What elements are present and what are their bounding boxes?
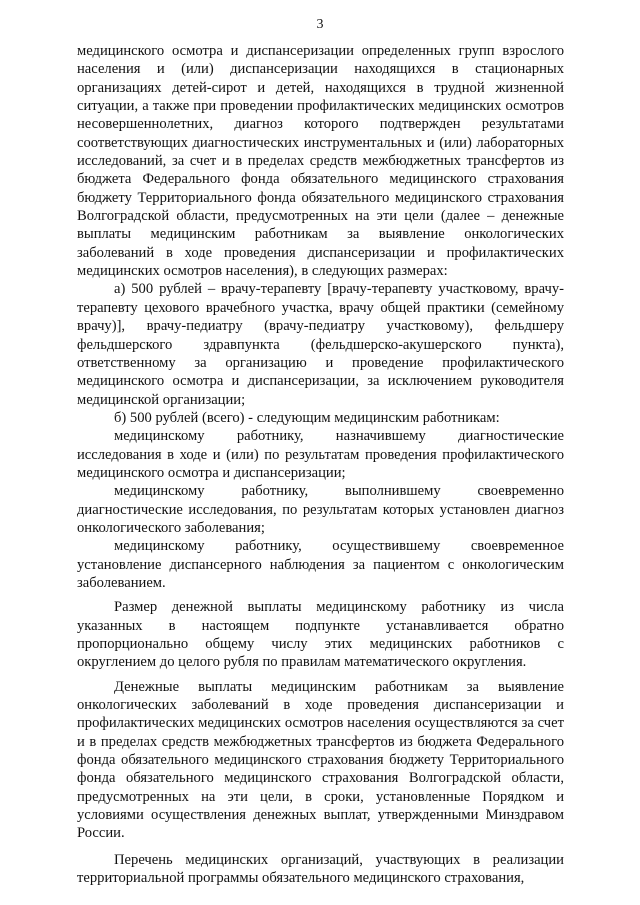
paragraph-payment-funding: Денежные выплаты медицинским работникам за выявление онкологических заболеваний в ходе проведения диспансеризации и профилактических медицинских осмотров населения осуществляются за счет и в пределах средств межбюджетных трансфертов из бюджета Федерального фонда обязательного медицинского страхования бюджету Территориального фонда обязательного медицинского страхования Волгоградской области, предусмотренных на эти цели, в сроки, установленные Порядком и условиями осуществления денежных выплат, утвержденными Минздравом России. [77, 678, 564, 842]
paragraph-organizations-list: Перечень медицинских организаций, участвующих в реализации территориальной программы обязательного медицинского страхования, [77, 851, 564, 887]
paragraph-item-b-3: медицинскому работнику, осуществившему своевременное установление диспансерного наблюдения за пациентом с онкологическим заболеванием. [77, 538, 564, 591]
page-number: 3 [316, 17, 324, 32]
paragraph-item-b: б) 500 рублей (всего) - следующим медицинским работникам: [114, 409, 500, 426]
paragraph-item-a: а) 500 рублей – врачу-терапевту [врачу-терапевту участковому, врачу-терапевту цехового врачебного участка, врачу общей практики (семейному врачу)], врачу-педиатру (врачу-педиатру участковому), фельдшеру фельдшерского здравпункта (фельдшерско-акушерского пункта), ответственному за организацию и проведение профилактического медицинского осмотра и диспансеризации, за исключением руководителя медицинской организации; [77, 281, 564, 408]
document-body [77, 42, 564, 887]
paragraph-continuation: медицинского осмотра и диспансеризации определенных групп взрослого населения и (или) диспансеризации находящихся в стационарных организациях детей-сирот и детей, находящихся в трудной жизненной ситуации, а также при проведении профилактических медицинских осмотров несовершеннолетних, диагноз которого подтвержден результатами соответствующих диагностических инструментальных и (или) лабораторных исследований, за счет и в пределах средств межбюджетных трансфертов из бюджета Федерального фонда обязательного медицинского страхования бюджету Территориального фонда обязательного медицинского страхования Волгоградской области, предусмотренных на эти цели (далее – денежные выплаты медицинским работникам за выявление онкологических заболеваний в ходе проведения диспансеризации и профилактических медицинских осмотров населения), в следующих размерах: [77, 43, 564, 280]
paragraph-item-b-2: медицинскому работнику, выполнившему своевременно диагностические исследования, по результатам которых установлен диагноз онкологического заболевания; [77, 483, 564, 536]
paragraph-item-b-1: медицинскому работнику, назначившему диагностические исследования в ходе и (или) по результатам проведения профилактического медицинского осмотра и диспансеризации; [77, 428, 564, 481]
paragraph-payment-size: Размер денежной выплаты медицинскому работнику из числа указанных в настоящем подпункте устанавливается обратно пропорционально общему числу этих медицинских работников с округлением до целого рубля по правилам математического округления. [77, 599, 564, 671]
